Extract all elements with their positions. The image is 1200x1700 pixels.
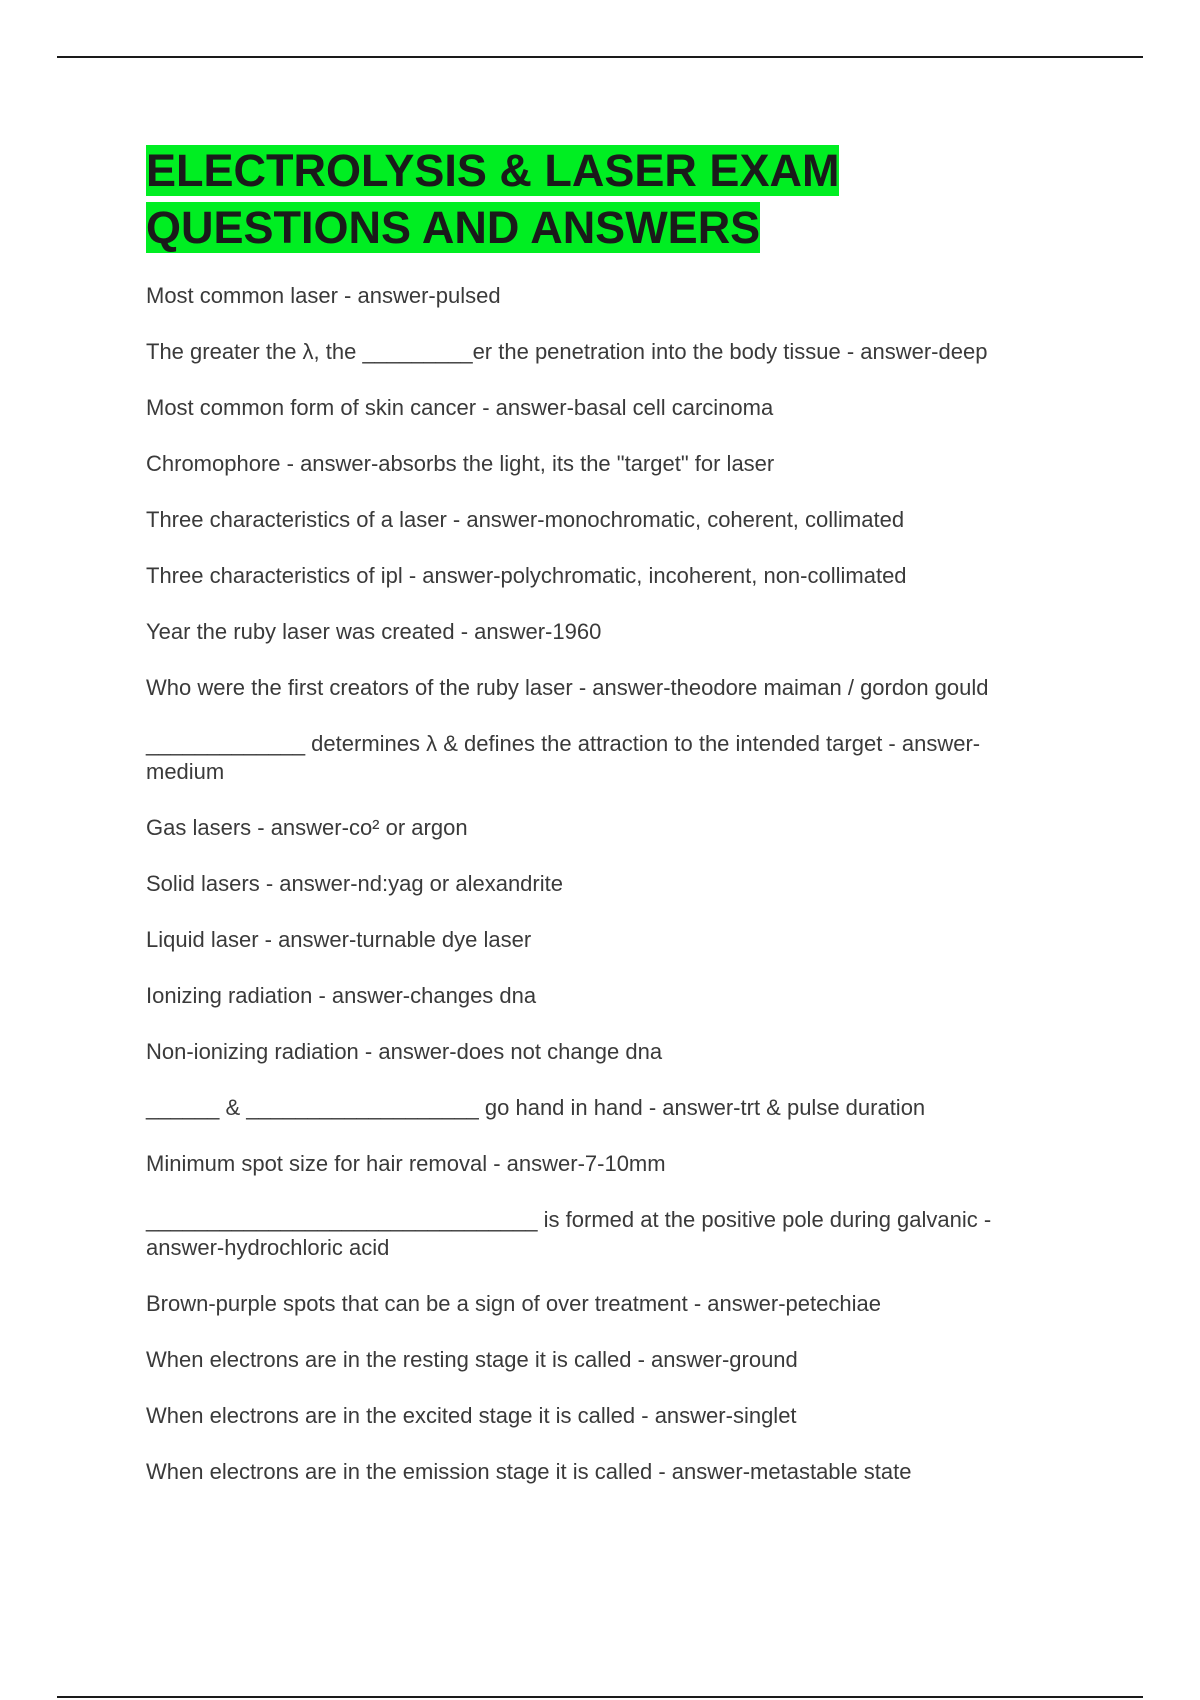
qa-item: Three characteristics of a laser - answer-monochromatic, coherent, collimated [146, 507, 905, 532]
qa-item: Gas lasers - answer-co² or argon [146, 815, 468, 840]
header-rule [57, 56, 1143, 58]
qa-item: When electrons are in the resting stage it is called - answer-ground [146, 1347, 798, 1372]
qa-list [146, 282, 1026, 1514]
qa-item: Chromophore - answer-absorbs the light, its the "target" for laser [146, 451, 775, 476]
qa-item: The greater the λ, the _________er the penetration into the body tissue - answer-deep [146, 339, 988, 364]
qa-item: Three characteristics of ipl - answer-polychromatic, incoherent, non-collimated [146, 563, 907, 588]
qa-item: Ionizing radiation - answer-changes dna [146, 983, 537, 1008]
qa-item: Who were the first creators of the ruby laser - answer-theodore maiman / gordon gould [146, 675, 989, 700]
qa-item: Liquid laser - answer-turnable dye laser [146, 927, 532, 952]
qa-item: Minimum spot size for hair removal - answer-7-10mm [146, 1151, 666, 1176]
qa-item: Most common form of skin cancer - answer-basal cell carcinoma [146, 395, 774, 420]
qa-item: When electrons are in the excited stage it is called - answer-singlet [146, 1403, 797, 1428]
qa-item: Brown-purple spots that can be a sign of over treatment - answer-petechiae [146, 1291, 881, 1316]
title-line-1: ELECTROLYSIS & LASER EXAM [146, 145, 840, 196]
footer-rule [57, 1696, 1143, 1698]
title-line-2: QUESTIONS AND ANSWERS [146, 202, 761, 253]
page-title [146, 142, 1046, 256]
qa-item: Solid lasers - answer-nd:yag or alexandrite [146, 871, 563, 896]
qa-item: Most common laser - answer-pulsed [146, 283, 501, 308]
qa-item: Non-ionizing radiation - answer-does not change dna [146, 1039, 663, 1064]
qa-item: When electrons are in the emission stage it is called - answer-metastable state [146, 1459, 912, 1484]
qa-item: ______ & ___________________ go hand in hand - answer-trt & pulse duration [146, 1095, 926, 1120]
qa-item: _____________ determines λ & defines the attraction to the intended target - answer-medium [146, 731, 981, 784]
qa-item: ________________________________ is formed at the positive pole during galvanic - answer-hydrochloric acid [146, 1207, 992, 1260]
qa-item: Year the ruby laser was created - answer-1960 [146, 619, 602, 644]
